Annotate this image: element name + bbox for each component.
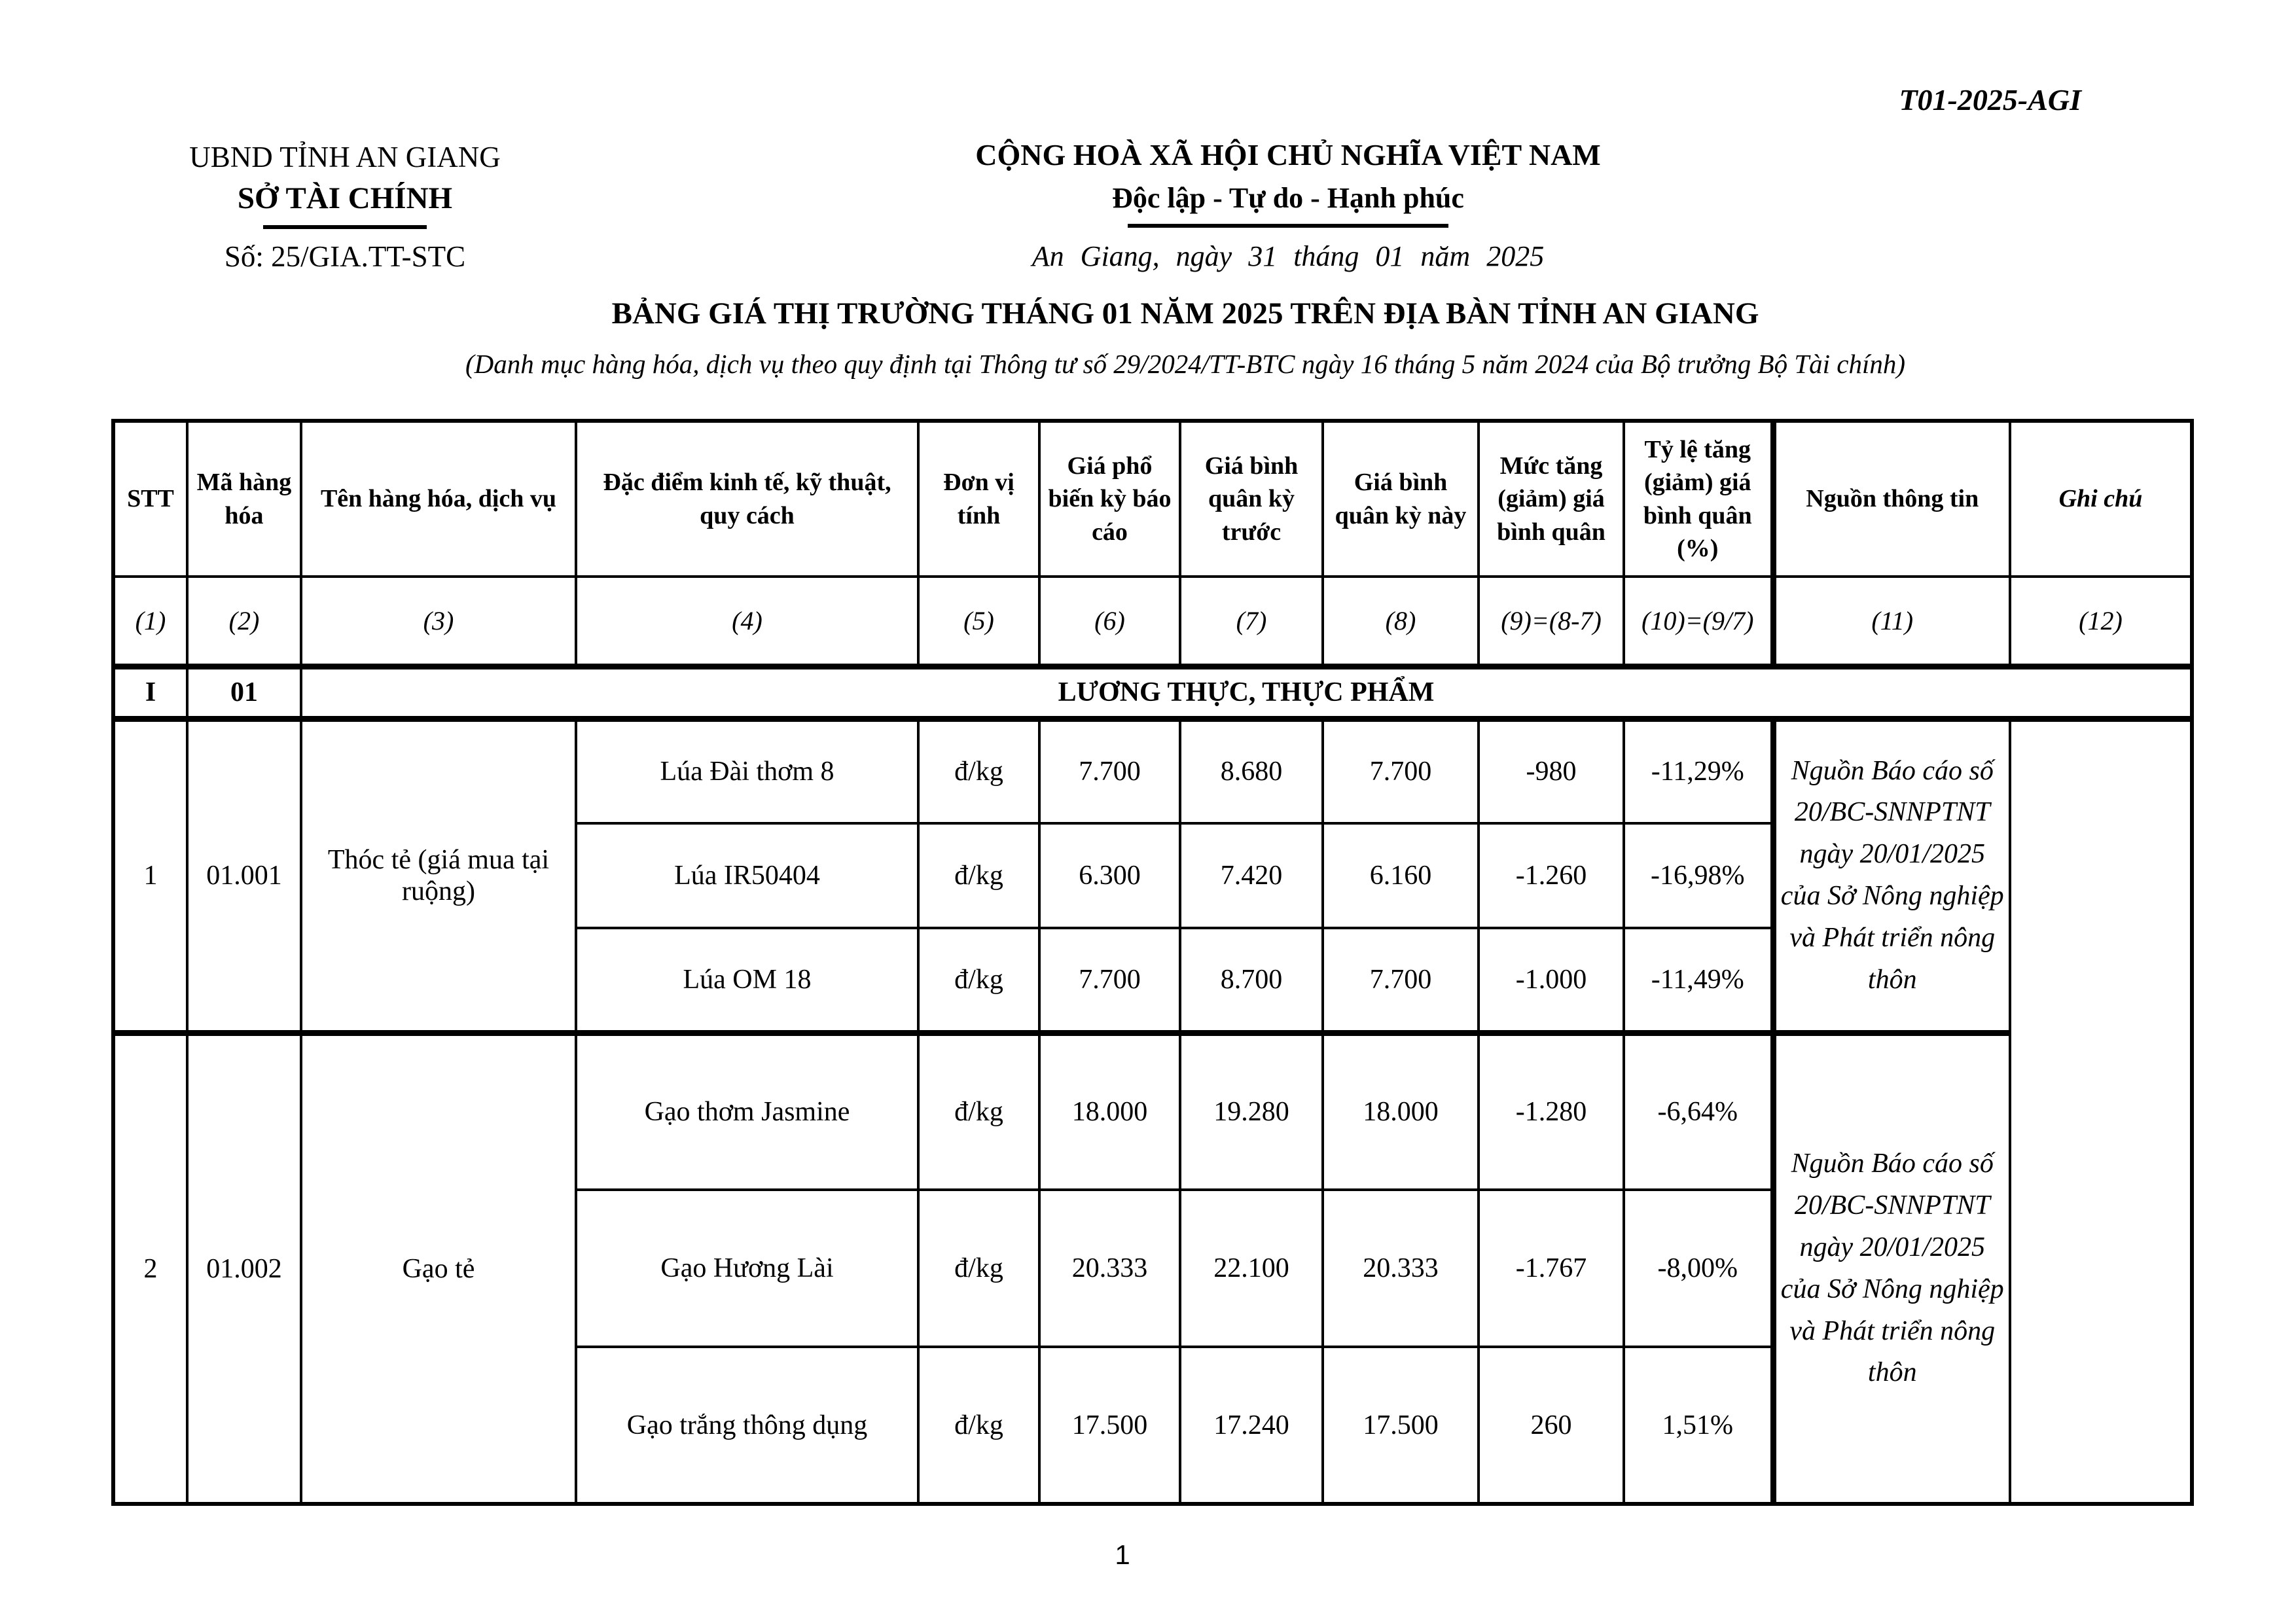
avg-prev-cell: 17.240 — [1180, 1347, 1323, 1504]
header-price-common: Giá phổ biến kỳ báo cáo — [1039, 421, 1180, 577]
colnum-6: (6) — [1039, 577, 1180, 666]
colnum-10: (10)=(9/7) — [1624, 577, 1773, 666]
price-common-cell: 7.700 — [1039, 928, 1180, 1033]
header-avg-current: Giá bình quân kỳ này — [1323, 421, 1479, 577]
avg-current-cell: 7.700 — [1323, 719, 1479, 823]
section-code: 01 — [187, 666, 301, 719]
unit-cell: đ/kg — [918, 1347, 1039, 1504]
national-motto: Độc lập - Tự do - Hạnh phúc — [1112, 182, 1464, 214]
avg-prev-cell: 8.700 — [1180, 928, 1323, 1033]
code-cell: 01.002 — [187, 1033, 301, 1504]
change-cell: -1.280 — [1479, 1033, 1624, 1190]
change-cell: -1.260 — [1479, 823, 1624, 928]
header-source: Nguồn thông tin — [1773, 421, 2010, 577]
header-change-pct: Tỷ lệ tăng (giảm) giá bình quân (%) — [1624, 421, 1773, 577]
avg-prev-cell: 7.420 — [1180, 823, 1323, 928]
header-unit: Đơn vị tính — [918, 421, 1039, 577]
colnum-7: (7) — [1180, 577, 1323, 666]
unit-cell: đ/kg — [918, 928, 1039, 1033]
page-number: 1 — [1115, 1539, 1130, 1570]
avg-current-cell: 6.160 — [1323, 823, 1479, 928]
colnum-11: (11) — [1773, 577, 2010, 666]
header-code: Mã hàng hóa — [187, 421, 301, 577]
stt-cell: 1 — [113, 719, 187, 1033]
note-cell — [2010, 719, 2192, 1504]
change-pct-cell: -16,98% — [1624, 823, 1773, 928]
colnum-5: (5) — [918, 577, 1039, 666]
change-pct-cell: -8,00% — [1624, 1190, 1773, 1347]
colnum-12: (12) — [2010, 577, 2192, 666]
unit-cell: đ/kg — [918, 823, 1039, 928]
spec-cell: Gạo thơm Jasmine — [576, 1033, 918, 1190]
dateline: An Giang, ngày 31 tháng 01 năm 2025 — [1031, 240, 1545, 272]
issuer-block — [116, 140, 574, 274]
doc-subtitle: (Danh mục hàng hóa, dịch vụ theo quy định tại Thông tư số 29/2024/TT-BTC ngày 16 tháng 5 năm 2024 của Bộ trưởng Bộ Tài chính) — [465, 349, 1906, 379]
source-cell: Nguồn Báo cáo số 20/BC-SNNPTNT ngày 20/01/2025 của Sở Nông nghiệp và Phát triển nông thôn — [1773, 719, 2010, 1033]
avg-prev-cell: 19.280 — [1180, 1033, 1323, 1190]
spec-cell: Gạo trắng thông dụng — [576, 1347, 918, 1504]
issuer-doc-number: Số: 25/GIA.TT-STC — [224, 240, 466, 273]
price-common-cell: 7.700 — [1039, 719, 1180, 823]
avg-prev-cell: 22.100 — [1180, 1190, 1323, 1347]
header-name: Tên hàng hóa, dịch vụ — [301, 421, 576, 577]
table-row — [113, 1033, 2192, 1190]
code-cell: 01.001 — [187, 719, 301, 1033]
colnum-2: (2) — [187, 577, 301, 666]
name-cell: Thóc tẻ (giá mua tại ruộng) — [301, 719, 576, 1033]
national-block — [961, 137, 1615, 273]
stt-cell: 2 — [113, 1033, 187, 1504]
table-header-row — [113, 421, 2192, 577]
colnum-8: (8) — [1323, 577, 1479, 666]
issuer-rule — [263, 225, 427, 229]
title-block — [105, 296, 2265, 380]
header-stt: STT — [113, 421, 187, 577]
change-pct-cell: -6,64% — [1624, 1033, 1773, 1190]
unit-cell: đ/kg — [918, 1190, 1039, 1347]
section-name: LƯƠNG THỰC, THỰC PHẨM — [301, 666, 2192, 719]
avg-current-cell: 20.333 — [1323, 1190, 1479, 1347]
change-cell: -1.767 — [1479, 1190, 1624, 1347]
avg-current-cell: 17.500 — [1323, 1347, 1479, 1504]
price-table — [111, 419, 2194, 1506]
spec-cell: Lúa IR50404 — [576, 823, 918, 928]
price-common-cell: 6.300 — [1039, 823, 1180, 928]
issuer-parent: UBND TỈNH AN GIANG — [189, 141, 501, 173]
change-cell: -1.000 — [1479, 928, 1624, 1033]
spec-cell: Lúa OM 18 — [576, 928, 918, 1033]
price-common-cell: 20.333 — [1039, 1190, 1180, 1347]
header-change: Mức tăng (giảm) giá bình quân — [1479, 421, 1624, 577]
colnum-4: (4) — [576, 577, 918, 666]
name-cell: Gạo tẻ — [301, 1033, 576, 1504]
spec-cell: Gạo Hương Lài — [576, 1190, 918, 1347]
motto-rule — [1128, 224, 1448, 228]
change-pct-cell: 1,51% — [1624, 1347, 1773, 1504]
change-pct-cell: -11,29% — [1624, 719, 1773, 823]
avg-current-cell: 7.700 — [1323, 928, 1479, 1033]
header-note: Ghi chú — [2010, 421, 2192, 577]
spec-cell: Lúa Đài thơm 8 — [576, 719, 918, 823]
colnum-9: (9)=(8-7) — [1479, 577, 1624, 666]
change-cell: -980 — [1479, 719, 1624, 823]
avg-prev-cell: 8.680 — [1180, 719, 1323, 823]
source-cell: Nguồn Báo cáo số 20/BC-SNNPTNT ngày 20/01/2025 của Sở Nông nghiệp và Phát triển nông thôn — [1773, 1033, 2010, 1504]
header-spec: Đặc điểm kinh tế, kỹ thuật, quy cách — [576, 421, 918, 577]
table-row — [113, 719, 2192, 823]
column-number-row — [113, 577, 2192, 666]
change-cell: 260 — [1479, 1347, 1624, 1504]
colnum-1: (1) — [113, 577, 187, 666]
colnum-3: (3) — [301, 577, 576, 666]
header-avg-prev: Giá bình quân kỳ trước — [1180, 421, 1323, 577]
price-common-cell: 17.500 — [1039, 1347, 1180, 1504]
unit-cell: đ/kg — [918, 1033, 1039, 1190]
national-title: CỘNG HOÀ XÃ HỘI CHỦ NGHĨA VIỆT NAM — [975, 138, 1601, 171]
section-stt: I — [113, 666, 187, 719]
change-pct-cell: -11,49% — [1624, 928, 1773, 1033]
avg-current-cell: 18.000 — [1323, 1033, 1479, 1190]
ref-code: T01-2025-AGI — [1899, 83, 2081, 116]
issuer-org: SỞ TÀI CHÍNH — [237, 181, 453, 215]
doc-title: BẢNG GIÁ THỊ TRƯỜNG THÁNG 01 NĂM 2025 TRÊN ĐỊA BÀN TỈNH AN GIANG — [611, 296, 1759, 330]
unit-cell: đ/kg — [918, 719, 1039, 823]
section-row — [113, 666, 2192, 719]
price-common-cell: 18.000 — [1039, 1033, 1180, 1190]
